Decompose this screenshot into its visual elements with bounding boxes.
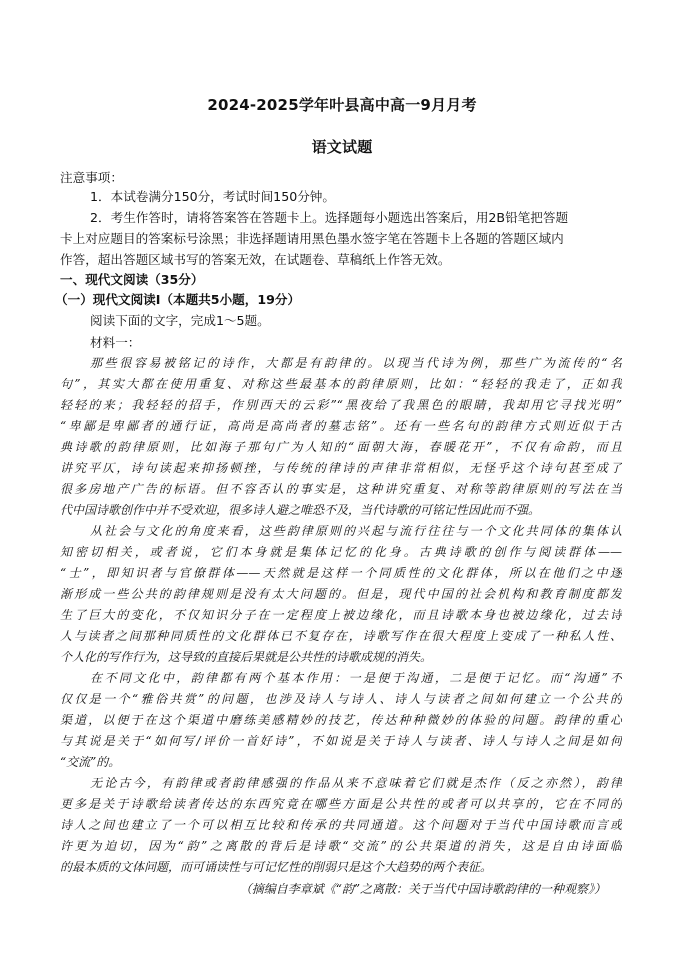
passage-line: 更多是关于诗歌给读者传达的东西究竟在哪些方面是公共性的或者可以共享的，它在不同的 (60, 797, 622, 811)
passage-line: 从社会与文化的角度来看，这些韵律原则的兴起与流行往往与一个文化共同体的集体认 (90, 524, 622, 538)
passage-line: 渠道，以便于在这个渠道中磨练美感精妙的技艺，传达种种微妙的体验的问题。韵律的重心 (60, 713, 622, 727)
passage-line: 代中国诗歌创作中并不受欢迎，很多诗人避之唯恐不及，当代诗歌的可铭记性因此而不强。 (60, 503, 541, 517)
passage-line: 与其说是关于“如何写/评价一首好诗”，不如说是关于诗人与读者、诗人与诗人之间是如何 (60, 734, 622, 748)
notice-item-2-end: 作答，超出答题区域书写的答案无效，在试题卷、草稿纸上作答无效。 (60, 252, 451, 267)
passage-line: 的最本质的文体问题，而可诵读性与可记忆性的削弱只是这个大趋势的两个表征。 (60, 860, 493, 874)
passage-line: 仅仅是一个“雅俗共赏”的问题，也涉及诗人与诗人、诗人与读者之间如何建立一个公共的 (60, 692, 622, 706)
passage-line: “士”，即知识者与官僚群体——天然就是这样一个同质性的文化群体，所以在他们之中逐 (60, 566, 622, 580)
passage-line: 很多房地产广告的标语。但不容否认的事实是，这种讲究重复、对称等韵律原则的写法在当 (60, 482, 622, 496)
passage-line: 许更为迫切，因为“韵”之离散的背后是诗歌“交流”的公共渠道的消失，这是自由诗面临 (60, 839, 622, 853)
passage-line: “交流”的。 (60, 755, 121, 769)
passage-line: “卑鄙是卑鄙者的通行证，高尚是高尚者的墓志铭”。还有一些名句的韵律方式则近似于古 (60, 419, 622, 433)
notice-item-2-cont: 卡上对应题目的答案标号涂黑；非选择题请用黑色墨水签字笔在答题卡上各题的答题区域内 (60, 231, 564, 246)
passage-line: 在不同文化中，韵律都有两个基本作用：一是便于沟通，二是便于记忆。而“沟通”不 (90, 671, 622, 685)
subject-title: 语文试题 (311, 138, 373, 156)
notice-item-1: 1．本试卷满分150分，考试时间150分钟。 (90, 189, 335, 204)
notice-heading: 注意事项： (60, 170, 123, 185)
passage-line: 典诗歌的韵律原则，比如海子那句广为人知的“面朝大海，春暖花开”，不仅有命韵，而且 (60, 440, 622, 454)
passage-line: 个人化的写作行为，这导致的直接后果就是公共性的诗歌成规的消失。 (60, 650, 433, 664)
passage-line: 无论古今，有韵律或者韵律感强的作品从来不意味着它们就是杰作（反之亦然），韵律 (90, 776, 622, 790)
exam-title: 2024-2025学年叶县高中高一9月月考 (207, 96, 477, 114)
passage-line: 诗人之间也建立了一个可以相互比较和传承的共同通道。这个问题对于当代中国诗歌而言或 (60, 818, 622, 832)
passage-line: 渐形成一些公共的韵律规则是没有太大问题的。但是，现代中国的社会机构和教育制度都发 (60, 587, 622, 601)
passage-line: 句”，其实大都在使用重复、对称这些最基本的韵律原则，比如：“轻轻的我走了，正如我 (60, 377, 622, 391)
passage-line: 轻轻的来；我轻轻的招手，作别西天的云彩”“黑夜给了我黑色的眼睛，我却用它寻找光明” (60, 398, 622, 412)
passage-line: 生了巨大的变化，不仅知识分子在一定程度上被边缘化，而且诗歌本身也被边缘化，过去诗 (60, 608, 622, 622)
subsection-heading: （一）现代文阅读Ⅰ（本题共5小题，19分） (55, 292, 301, 307)
notice-item-2: 2．考生作答时，请将答案答在答题卡上。选择题每小题选出答案后，用2B铅笔把答题 (90, 210, 569, 225)
material-label: 材料一： (90, 335, 141, 350)
passage-line: 讲究平仄，诗句读起来抑扬顿挫，与传统的律诗的声律非常相似，无怪乎这个诗句甚至成了 (60, 461, 622, 475)
reading-instruction: 阅读下面的文字，完成1～5题。 (90, 313, 270, 328)
passage-line: 知密切相关，或者说，它们本身就是集体记忆的化身。古典诗歌的创作与阅读群体—— (60, 545, 622, 559)
section-heading: 一、现代文阅读（35分） (60, 272, 204, 287)
passage-line: 那些很容易被铭记的诗作，大都是有韵律的。以现当代诗为例，那些广为流传的“名 (90, 356, 622, 370)
passage-line: 人与读者之间那种同质性的文化群体已不复存在，诗歌写作在很大程度上变成了一种私人性、 (60, 629, 622, 643)
passage-source: （摘编自李章斌《“韵”之离散：关于当代中国诗歌韵律的一种观察》） (239, 882, 606, 896)
